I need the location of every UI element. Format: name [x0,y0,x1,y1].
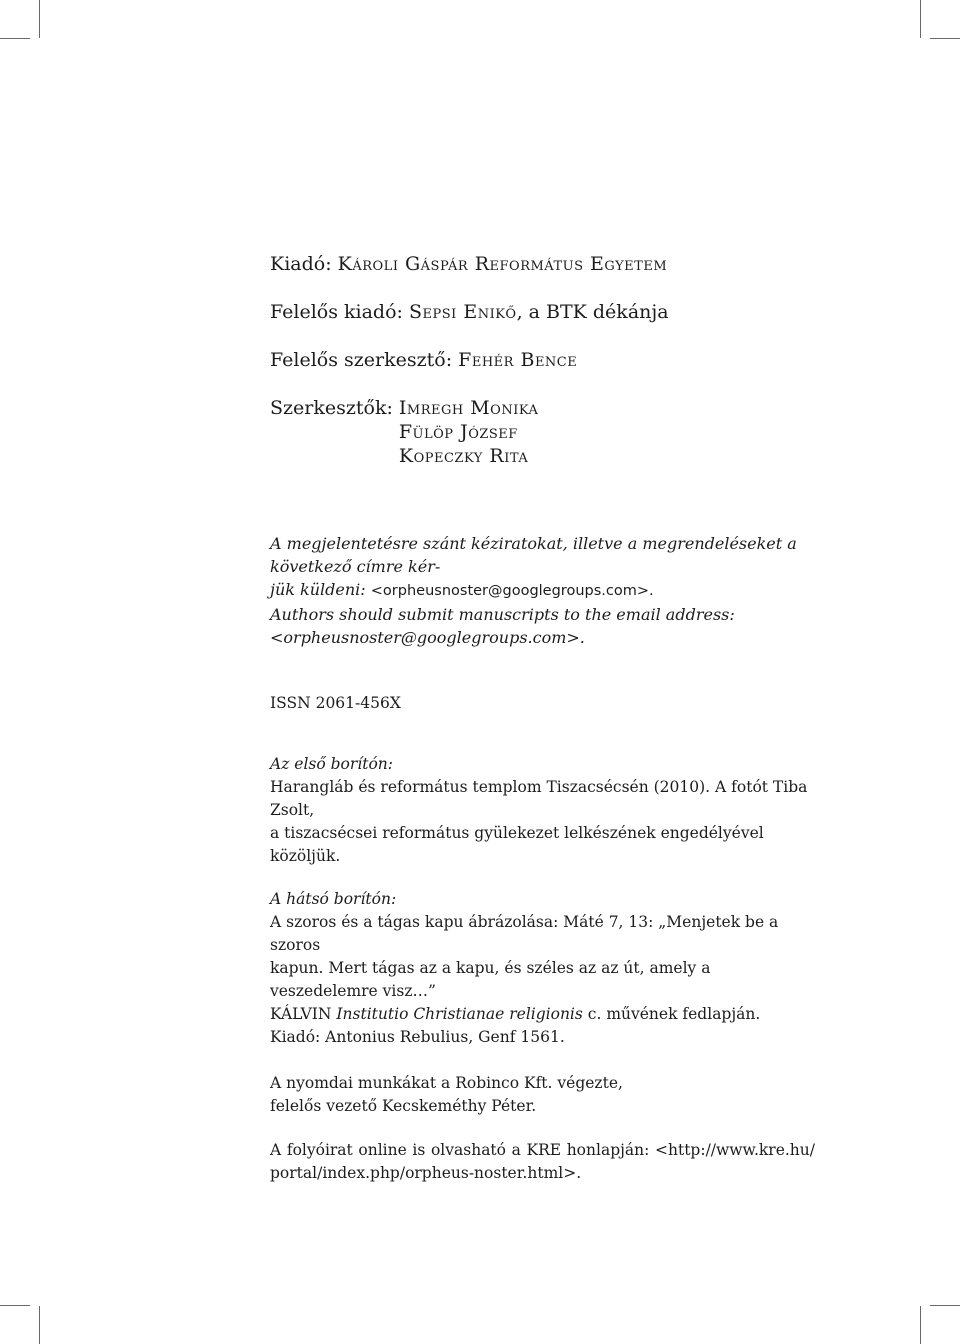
responsible-publisher-name: Sepsi Enikő [408,301,517,323]
chief-editor-name: Fehér Bence [458,349,578,371]
publisher-name: Károli Gáspár Református Egyetem [337,253,668,275]
back-cover-line3: KÁLVIN Institutio Christianae religionis c. művének fedlapján. [270,1005,761,1023]
back-cover-line1: A szoros és a tágas kapu ábrázolása: Máté 7, 13: „Menjetek be a szoros [270,913,779,954]
back-cover-block [270,888,815,1049]
submission-note [270,532,815,649]
back-cover-line4: Kiadó: Antonius Rebulius, Genf 1561. [270,1028,565,1046]
publisher-label: Kiadó: [270,253,332,275]
online-line1: A folyóirat online is olvasható a KRE honlapján: <http://www.kre.hu/ [270,1141,815,1159]
publisher-line [270,252,815,276]
submission-email: <orpheusnoster@googlegroups.com>. [370,583,654,599]
editors-line [270,396,815,468]
issn: ISSN 2061-456X [270,694,401,712]
crop-mark-bottom-left-horizontal [0,1305,30,1306]
front-cover-block [270,753,815,868]
front-cover-line2: a tiszacsécsei református gyülekezet lelkészének engedélyével közöljük. [270,824,764,865]
submission-en-line1: Authors should submit manuscripts to the email address: [270,605,735,624]
online-line2: portal/index.php/orpheus-noster.html>. [270,1164,582,1182]
crop-mark-top-left-vertical [39,0,40,38]
online-block [270,1139,815,1185]
chief-editor-label: Felelős szerkesztő: [270,349,453,371]
front-cover-heading: Az első borítón: [270,755,394,773]
responsible-publisher-label: Felelős kiadó: [270,301,403,323]
editors-list [393,396,539,468]
submission-hu-line1: A megjelentetésre szánt kéziratokat, illetve a megrendeléseket a következő címre kér- [270,534,797,576]
crop-mark-bottom-right-horizontal [930,1305,960,1306]
printing-line1: A nyomdai munkákat a Robinco Kft. végezte, [270,1074,623,1092]
crop-mark-top-left-horizontal [0,38,30,39]
chief-editor-line [270,348,815,372]
editor-name: Imregh Monika [398,397,539,419]
editor-name: Kopeczky Rita [398,445,529,467]
crop-mark-top-right-horizontal [930,38,960,39]
crop-mark-bottom-right-vertical [920,1306,921,1344]
back-cover-line2: kapun. Mert tágas az a kapu, és széles az az út, amely a veszedelemre visz…” [270,959,711,1000]
editors-label: Szerkesztők: [270,397,393,419]
front-cover-line1: Harangláb és református templom Tiszacsécsén (2010). A fotót Tiba Zsolt, [270,778,808,819]
back-cover-heading: A hátsó borítón: [270,890,397,908]
submission-email-en: <orpheusnoster@googlegroups.com>. [270,628,585,647]
printing-block [270,1072,815,1118]
editor-name: Fülöp József [398,421,518,443]
responsible-publisher-role: , a BTK dékánja [516,301,669,323]
colophon [270,252,815,1185]
crop-mark-bottom-left-vertical [39,1306,40,1344]
responsible-publisher-line [270,300,815,324]
submission-hu-line2: jük küldeni: <orpheusnoster@googlegroups.com>. [270,580,654,599]
imprint-block [270,252,815,468]
printing-line2: felelős vezető Kecskeméthy Péter. [270,1097,537,1115]
submission-en-line2 [270,626,815,649]
crop-mark-top-right-vertical [920,0,921,38]
